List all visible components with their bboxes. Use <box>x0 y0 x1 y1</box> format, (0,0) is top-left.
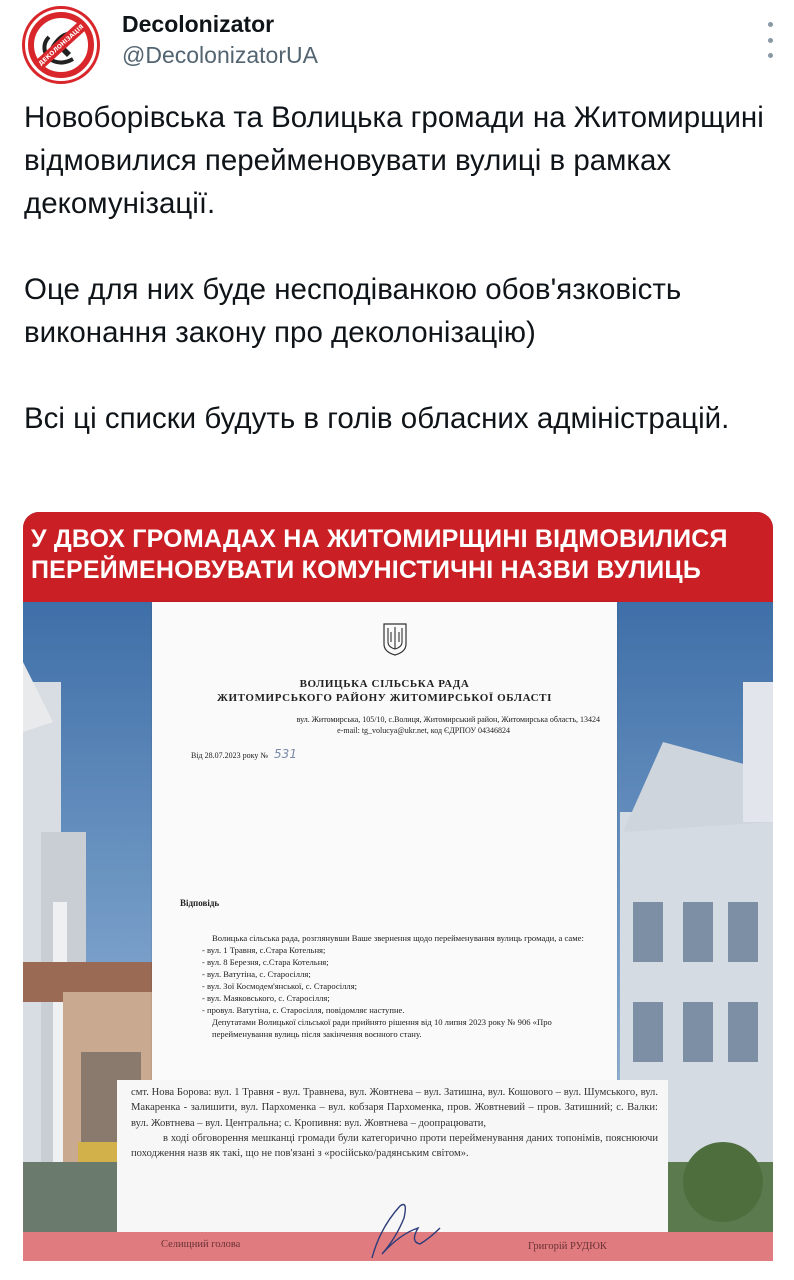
tweet-paragraph: Новоборівська та Волицька громади на Житомирщині відмовилися перейменовувати вулиці в рамках декомунізації. <box>24 101 764 220</box>
media-banner <box>23 512 773 602</box>
list-item: - вул. Ватутіна, с. Старосілля; <box>202 969 311 979</box>
tweet-paragraph: Всі ці списки будуть в голів обласних адміністрацій. <box>24 402 730 435</box>
list-item: - вул. Маяковського, с. Старосілля; <box>202 993 330 1003</box>
banner-line: ПЕРЕЙМЕНОВУВАТИ КОМУНІСТИЧНІ НАЗВИ ВУЛИЦЬ <box>31 556 702 584</box>
letter-subtitle: ЖИТОМИРСЬКОГО РАЙОНУ ЖИТОМИРСЬКОЇ ОБЛАСТІ <box>216 692 552 704</box>
letter-intro: Волицька сільська рада, розглянувши Ваше звернення щодо перейменування вулиць громади, а саме: <box>212 933 584 943</box>
letter-title: ВОЛИЦЬКА СІЛЬСЬКА РАДА <box>299 678 470 690</box>
tweet-header <box>22 6 782 86</box>
coat-of-arms-icon <box>382 622 408 656</box>
letter-address: вул. Житомирська, 105/10, с.Волиця, Житомирський район, Житомирська область, 13424 <box>296 715 600 724</box>
letter-reply-heading: Відповідь <box>180 898 220 908</box>
excerpt-paragraph: смт. Нова Борова: вул. 1 Травня - вул. Травнева, вул. Жовтнева – вул. Затишна, вул. Кошового – вул. Шумського, вул. Макаренка - залишити, вул. Пархоменка – вул. кобзаря Пархоменка, пров. Жовтневий – пров. Затишний; с. Валки: вул. Жовтнева – вул. Центральна; с. Кропивня: вул. Жовтнева – доопрацювати, <box>131 1087 658 1129</box>
list-item: - вул. 1 Травня, с.Стара Котельня; <box>202 945 326 955</box>
list-item: - провул. Ватутіна, с. Старосілля, повідомляє наступне. <box>202 1005 405 1015</box>
tweet-text <box>24 96 774 440</box>
letter-date <box>191 747 297 761</box>
svg-text:ДЕКОЛОНІЗАЦІЯ: ДЕКОЛОНІЗАЦІЯ <box>37 23 86 68</box>
no-communism-icon <box>25 9 97 81</box>
handwritten-signature <box>360 1198 450 1260</box>
letter-decision: Депутатами Волицької сільської ради прийнято рішення від 10 липня 2023 року № 906 «Про перейменування вулиць після закінчення воєнного стану. <box>212 1017 552 1039</box>
letter-body <box>192 932 592 1040</box>
banner-line: У ДВОХ ГРОМАДАХ НА ЖИТОМИРЩИНІ ВІДМОВИЛИСЯ <box>31 525 728 553</box>
display-name[interactable]: Decolonizator <box>122 11 275 37</box>
letter-date-text: Від 28.07.2023 року № <box>191 751 269 760</box>
list-item: - вул. Зої Космодем'янської, с. Старосілля; <box>202 981 358 991</box>
account-handle[interactable]: @DecolonizatorUA <box>122 42 318 68</box>
letter-contacts: e-mail: tg_volucya@ukr.net, код ЄДРПОУ 04346824 <box>337 726 510 735</box>
letter-number: 531 <box>274 747 297 761</box>
official-letter <box>152 602 617 1080</box>
signatory-title: Селищний голова <box>161 1239 241 1250</box>
signatory-name: Григорій РУДЮК <box>528 1241 607 1252</box>
excerpt-paragraph: в ході обговорення мешканці громади були категорично проти перейменування даних топонімів, пояснюючи походження назв як такі, що не пов'язані з «російсько/радянським світом». <box>131 1132 658 1160</box>
tweet-paragraph: Оце для них буде несподіванкою обов'язковість виконання закону про деколонізацію) <box>24 273 682 349</box>
more-options-icon[interactable] <box>760 22 780 58</box>
list-item: - вул. 8 Березня, с.Стара Котельня; <box>202 957 329 967</box>
avatar[interactable] <box>22 6 100 84</box>
street-list <box>192 944 592 1016</box>
